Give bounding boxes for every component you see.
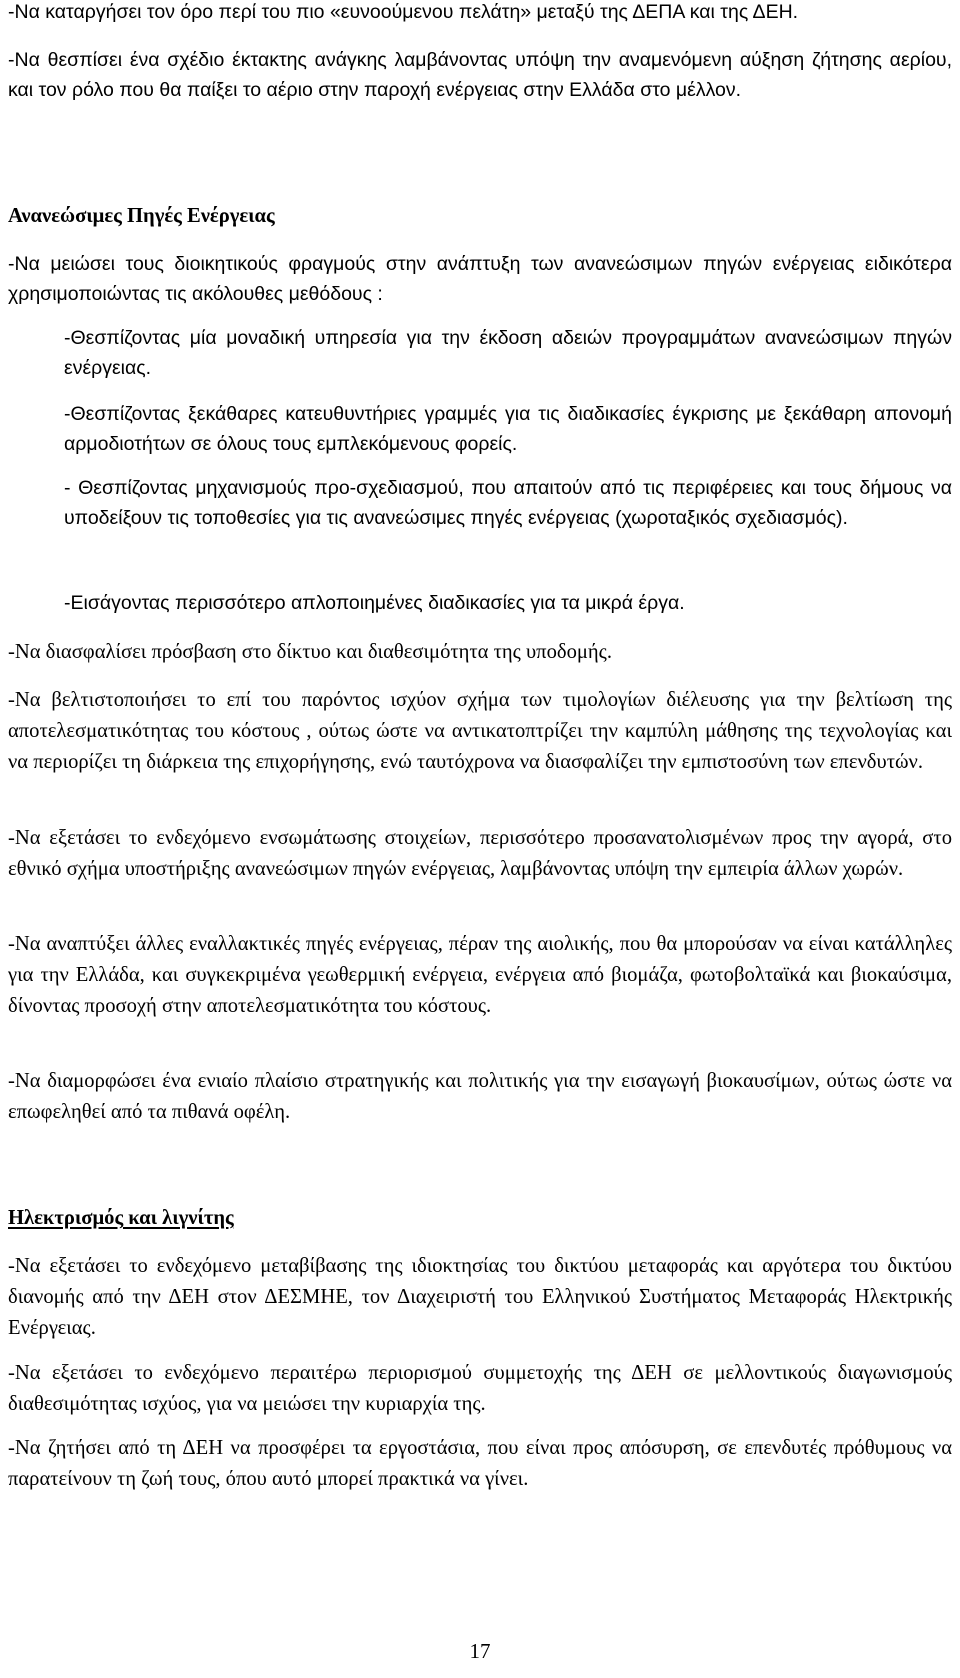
renewables-method-1: -Θεσπίζοντας μία μοναδική υπηρεσία για την έκδοση αδειών προγραμμάτων ανανεώσιμων πηγών ενέργειας.	[64, 327, 952, 379]
section-heading-renewables: Ανανεώσιμες Πηγές Ενέργειας	[8, 205, 275, 227]
intro-paragraph-1: -Να καταργήσει τον όρο περί του πιο «ευνοούμενου πελάτη» μεταξύ της ΔΕΠΑ και της ΔΕΗ.	[8, 1, 799, 23]
renewables-point-5: -Να διαμορφώσει ένα ενιαίο πλαίσιο στρατηγικής και πολιτικής για την εισαγωγή βιοκαυσίμων, ούτως ώστε να επωφεληθεί από τα πιθανά οφέλη.	[8, 1070, 952, 1123]
electricity-point-1: -Να εξετάσει το ενδεχόμενο μεταβίβασης της ιδιοκτησίας του δικτύου μεταφοράς και αργότερα του δικτύου διανομής από την ΔΕΗ στον ΔΕΣΜΗΕ, τον Διαχειριστή του Ελληνικού Συστήματος Μεταφοράς Ηλεκτρικής Ενέργειας.	[8, 1255, 952, 1339]
renewables-point-4: -Να αναπτύξει άλλες εναλλακτικές πηγές ενέργειας, πέραν της αιολικής, που θα μπορούσαν να είναι κατάλληλες για την Ελλάδα, και συγκεκριμένα γεωθερμική ενέργεια, ενέργεια από βιομάζα, φωτοβολταϊκά και βιοκαύσιμα, δίνοντας προσοχή στην αποτελεσματικότητα του κόστους.	[8, 933, 952, 1017]
renewables-point-3: -Να εξετάσει το ενδεχόμενο ενσωμάτωσης στοιχείων, περισσότερο προσανατολισμένων προς την αγορά, στο εθνικό σχήμα υποστήριξης ανανεώσιμων πηγών ενέργειας, λαμβάνοντας υπόψη την εμπειρία άλλων χωρών.	[8, 827, 952, 880]
section-heading-electricity: Ηλεκτρισμός και λιγνίτης	[8, 1207, 234, 1229]
intro-paragraph-2: -Να θεσπίσει ένα σχέδιο έκτακτης ανάγκης λαμβάνοντας υπόψη την αναμενόμενη αύξηση ζήτησης αερίου, και τον ρόλο που θα παίξει το αέριο στην παροχή ενέργειας στην Ελλάδα στο μέλλον.	[8, 49, 952, 101]
renewables-method-4: -Εισάγοντας περισσότερο απλοποιημένες διαδικασίες για τα μικρά έργα.	[64, 592, 685, 614]
renewables-point-1: -Να διασφαλίσει πρόσβαση στο δίκτυο και διαθεσιμότητα της υποδομής.	[8, 641, 612, 663]
electricity-point-2: -Να εξετάσει το ενδεχόμενο περαιτέρω περιορισμού συμμετοχής της ΔΕΗ σε μελλοντικούς διαγωνισμούς διαθεσιμότητας ισχύος, για να μειώσει την κυριαρχία της.	[8, 1362, 952, 1415]
renewables-method-3: - Θεσπίζοντας μηχανισμούς προ-σχεδιασμού, που απαιτούν από τις περιφέρειες και τους δήμους να υποδείξουν τις τοποθεσίες για τις ανανεώσιμες πηγές ενέργειας (χωροταξικός σχεδιασμός).	[64, 477, 952, 529]
renewables-method-2: -Θεσπίζοντας ξεκάθαρες κατευθυντήριες γραμμές για τις διαδικασίες έγκρισης με ξεκάθαρη απονομή αρμοδιοτήτων σε όλους τους εμπλεκόμενους φορείς.	[64, 403, 952, 455]
page-number: 17	[469, 1639, 491, 1663]
renewables-intro-paragraph: -Να μειώσει τους διοικητικούς φραγμούς στην ανάπτυξη των ανανεώσιμων πηγών ενέργειας ειδικότερα χρησιμοποιώντας τις ακόλουθες μεθόδους :	[8, 253, 952, 305]
electricity-point-3: -Να ζητήσει από τη ΔΕΗ να προσφέρει τα εργοστάσια, που είναι προς απόσυρση, σε επενδυτές πρόθυμους να παρατείνουν τη ζωή τους, όπου αυτό μπορεί πρακτικά να γίνει.	[8, 1437, 952, 1490]
renewables-point-2: -Να βελτιστοποιήσει το επί του παρόντος ισχύον σχήμα των τιμολογίων διέλευσης για την βελτίωση της αποτελεσματικότητας του κόστους , ούτως ώστε να αντικατοπτρίζει την καμπύλη μάθησης της τεχνολογίας και να περιορίζει τη διάρκεια της επιχορήγησης, ενώ ταυτόχρονα να διασφαλίζει την εμπιστοσύνη των επενδυτών.	[8, 689, 952, 773]
